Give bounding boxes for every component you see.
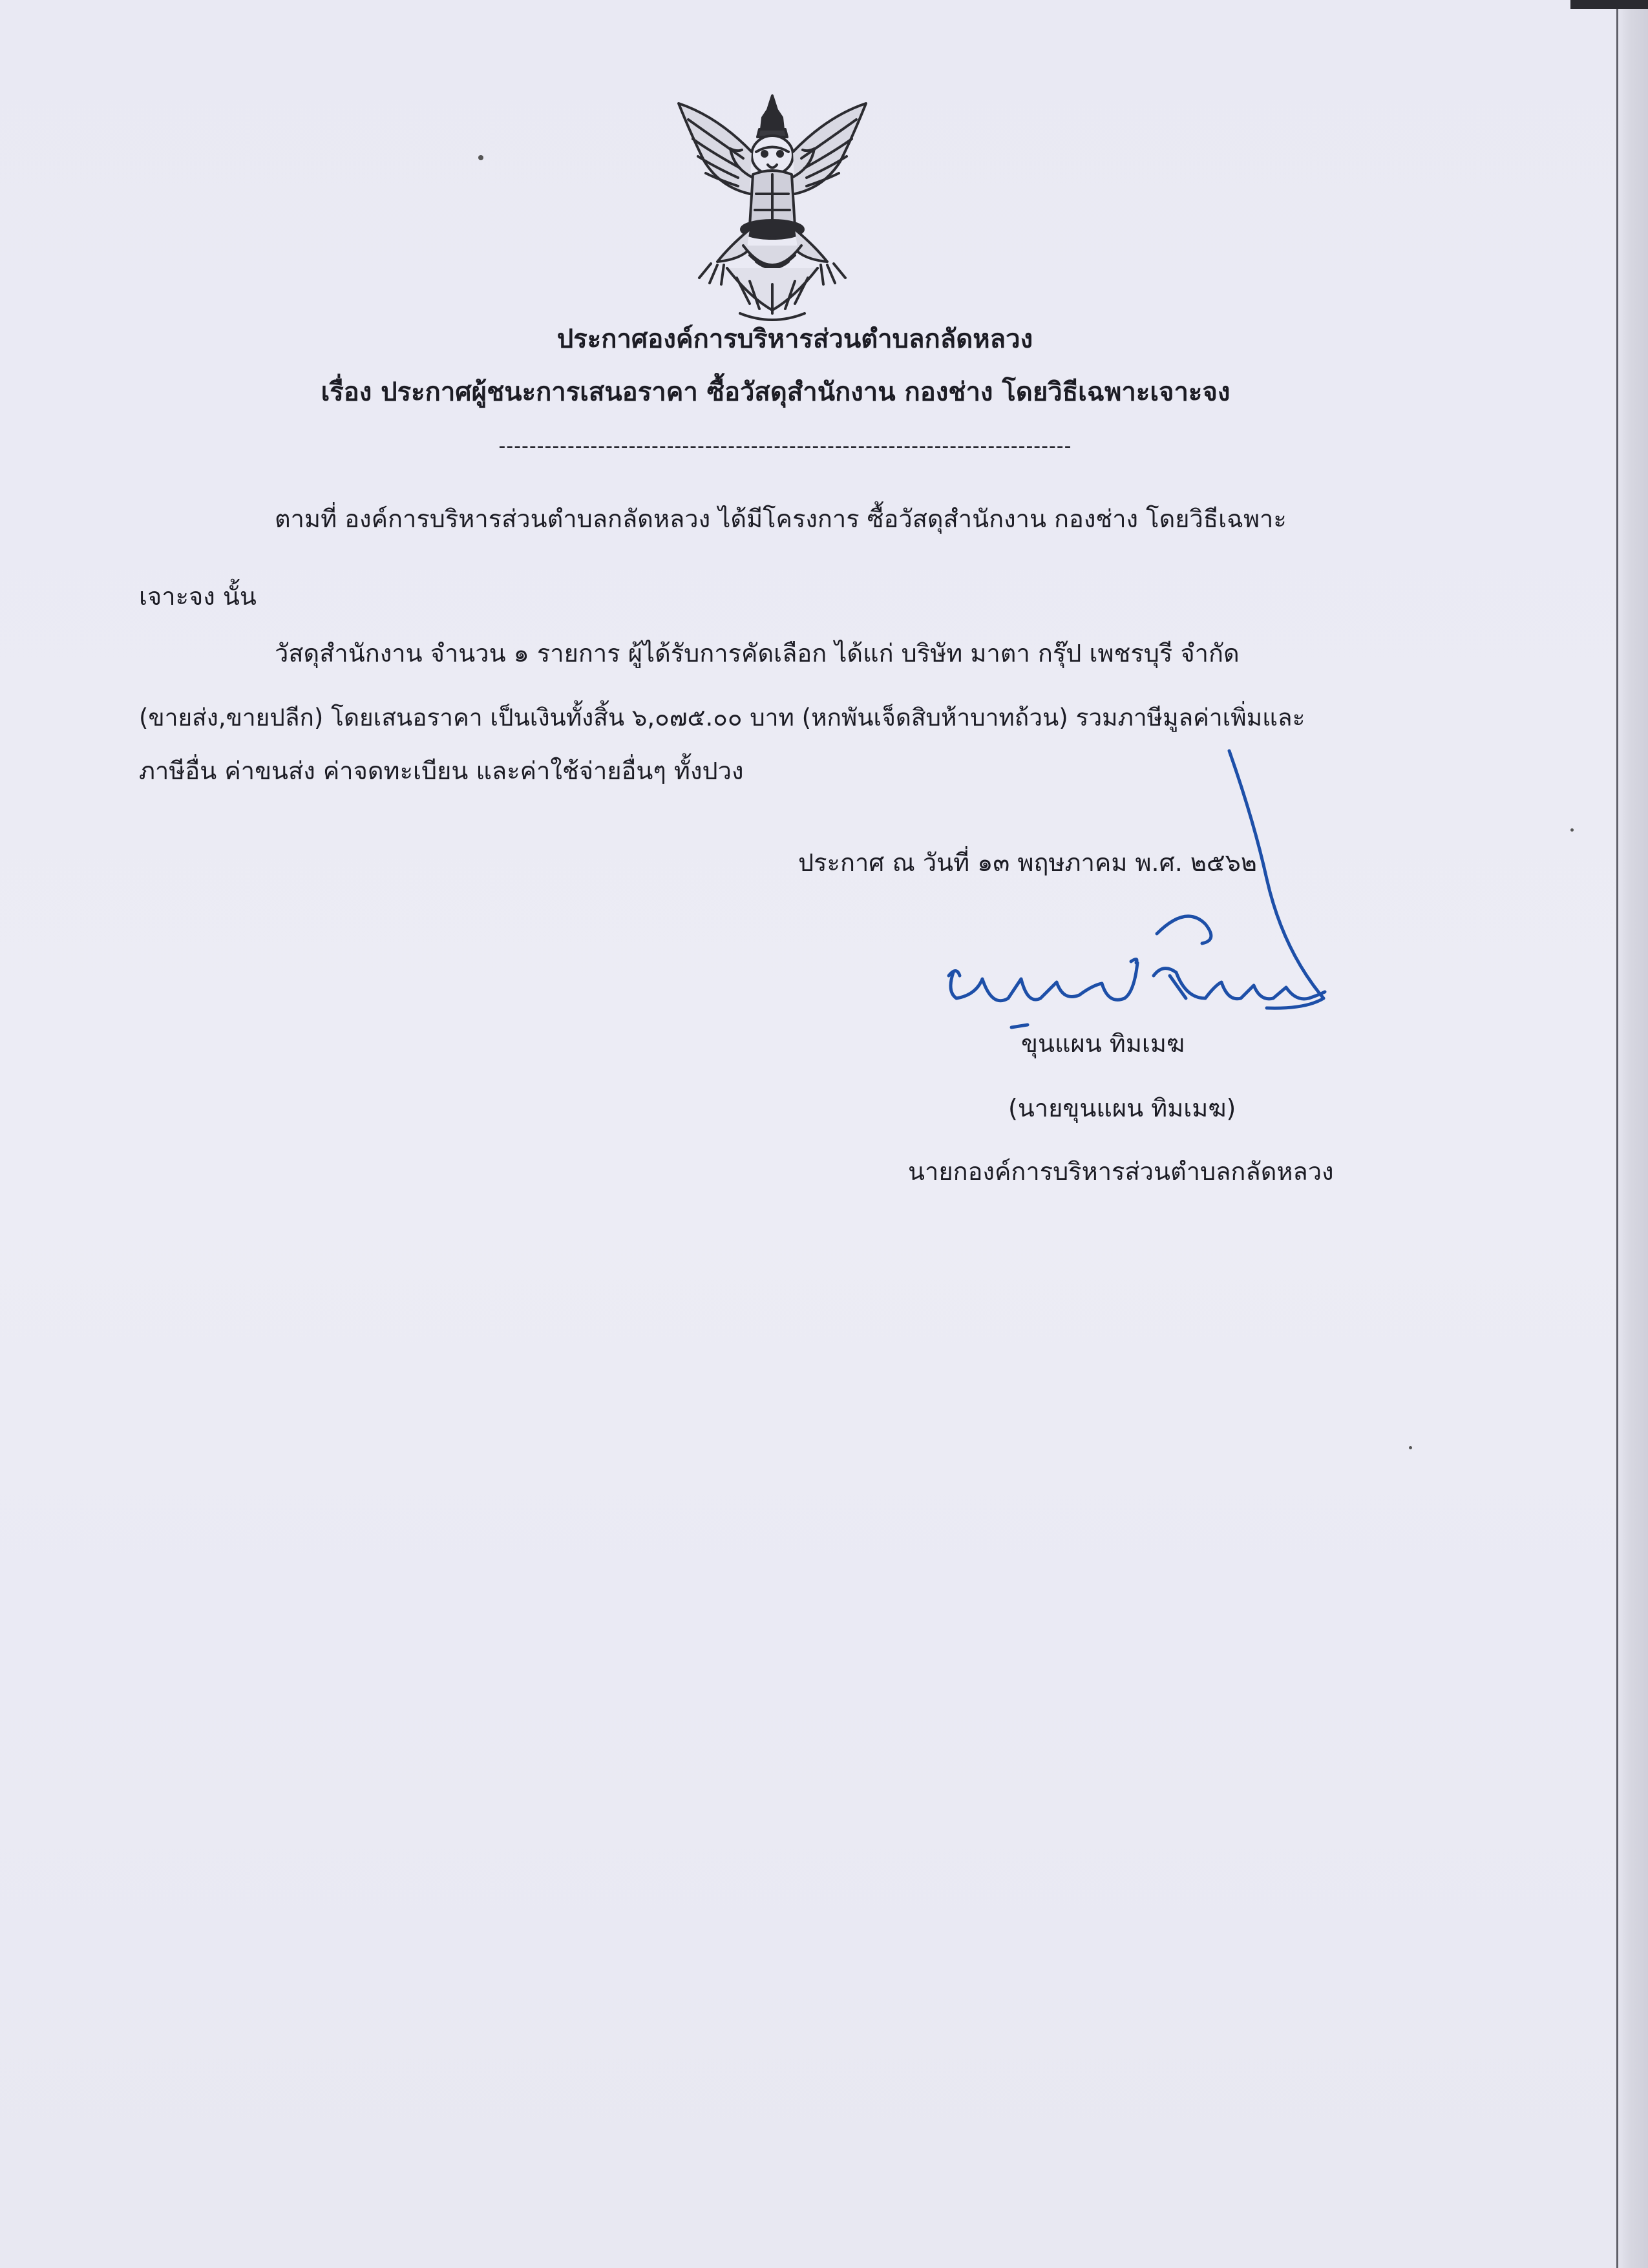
garuda-emblem-icon [666,90,879,330]
scan-border [1570,0,1648,9]
signer-position: นายกองค์การบริหารส่วนตำบลกลัดหลวง [908,1157,1334,1186]
paragraph-2-line-3: ภาษีอื่น ค่าขนส่ง ค่าจดทะเบียน และค่าใช้จ่ายอื่นๆ ทั้งปวง [139,757,744,785]
scan-speck [1409,1446,1412,1449]
handwritten-signature [931,743,1351,1047]
paragraph-2-line-1: วัสดุสำนักงาน จำนวน ๑ รายการ ผู้ได้รับการคัดเลือก ได้แก่ บริษัท มาตา กรุ๊ป เพชรบุรี จำกัด [275,639,1240,667]
page-edge [1616,0,1648,2268]
paragraph-2-line-2: (ขายส่ง,ขายปลีก) โดยเสนอราคา เป็นเงินทั้งสิ้น ๖,๐๗๕.๐๐ บาท (หกพันเจ็ดสิบห้าบาทถ้วน) รวมภาษีมูลค่าเพิ่มและ [139,704,1305,731]
document-subject: เรื่อง ประกาศผู้ชนะการเสนอราคา ซื้อวัสดุสำนักงาน กองช่าง โดยวิธีเฉพาะเจาะจง [321,377,1231,407]
paragraph-1-line-1: ตามที่ องค์การบริหารส่วนตำบลกลัดหลวง ได้มีโครงการ ซื้อวัสดุสำนักงาน กองช่าง โดยวิธีเฉพาะ [275,505,1287,533]
separator-line: --------------------------------------------------------------------------- [498,435,1072,457]
scan-speck [478,155,483,160]
paragraph-1-line-2: เจาะจง นั้น [139,582,257,611]
announce-date: ประกาศ ณ วันที่ ๑๓ พฤษภาคม พ.ศ. ๒๕๖๒ [798,848,1257,877]
document-title: ประกาศองค์การบริหารส่วนตำบลกลัดหลวง [556,324,1033,354]
signer-name-full: (นายขุนแผน ทิมเมฆ) [1008,1094,1236,1122]
signer-name: ขุนแผน ทิมเมฆ [1021,1029,1185,1058]
scan-speck [1570,828,1574,832]
